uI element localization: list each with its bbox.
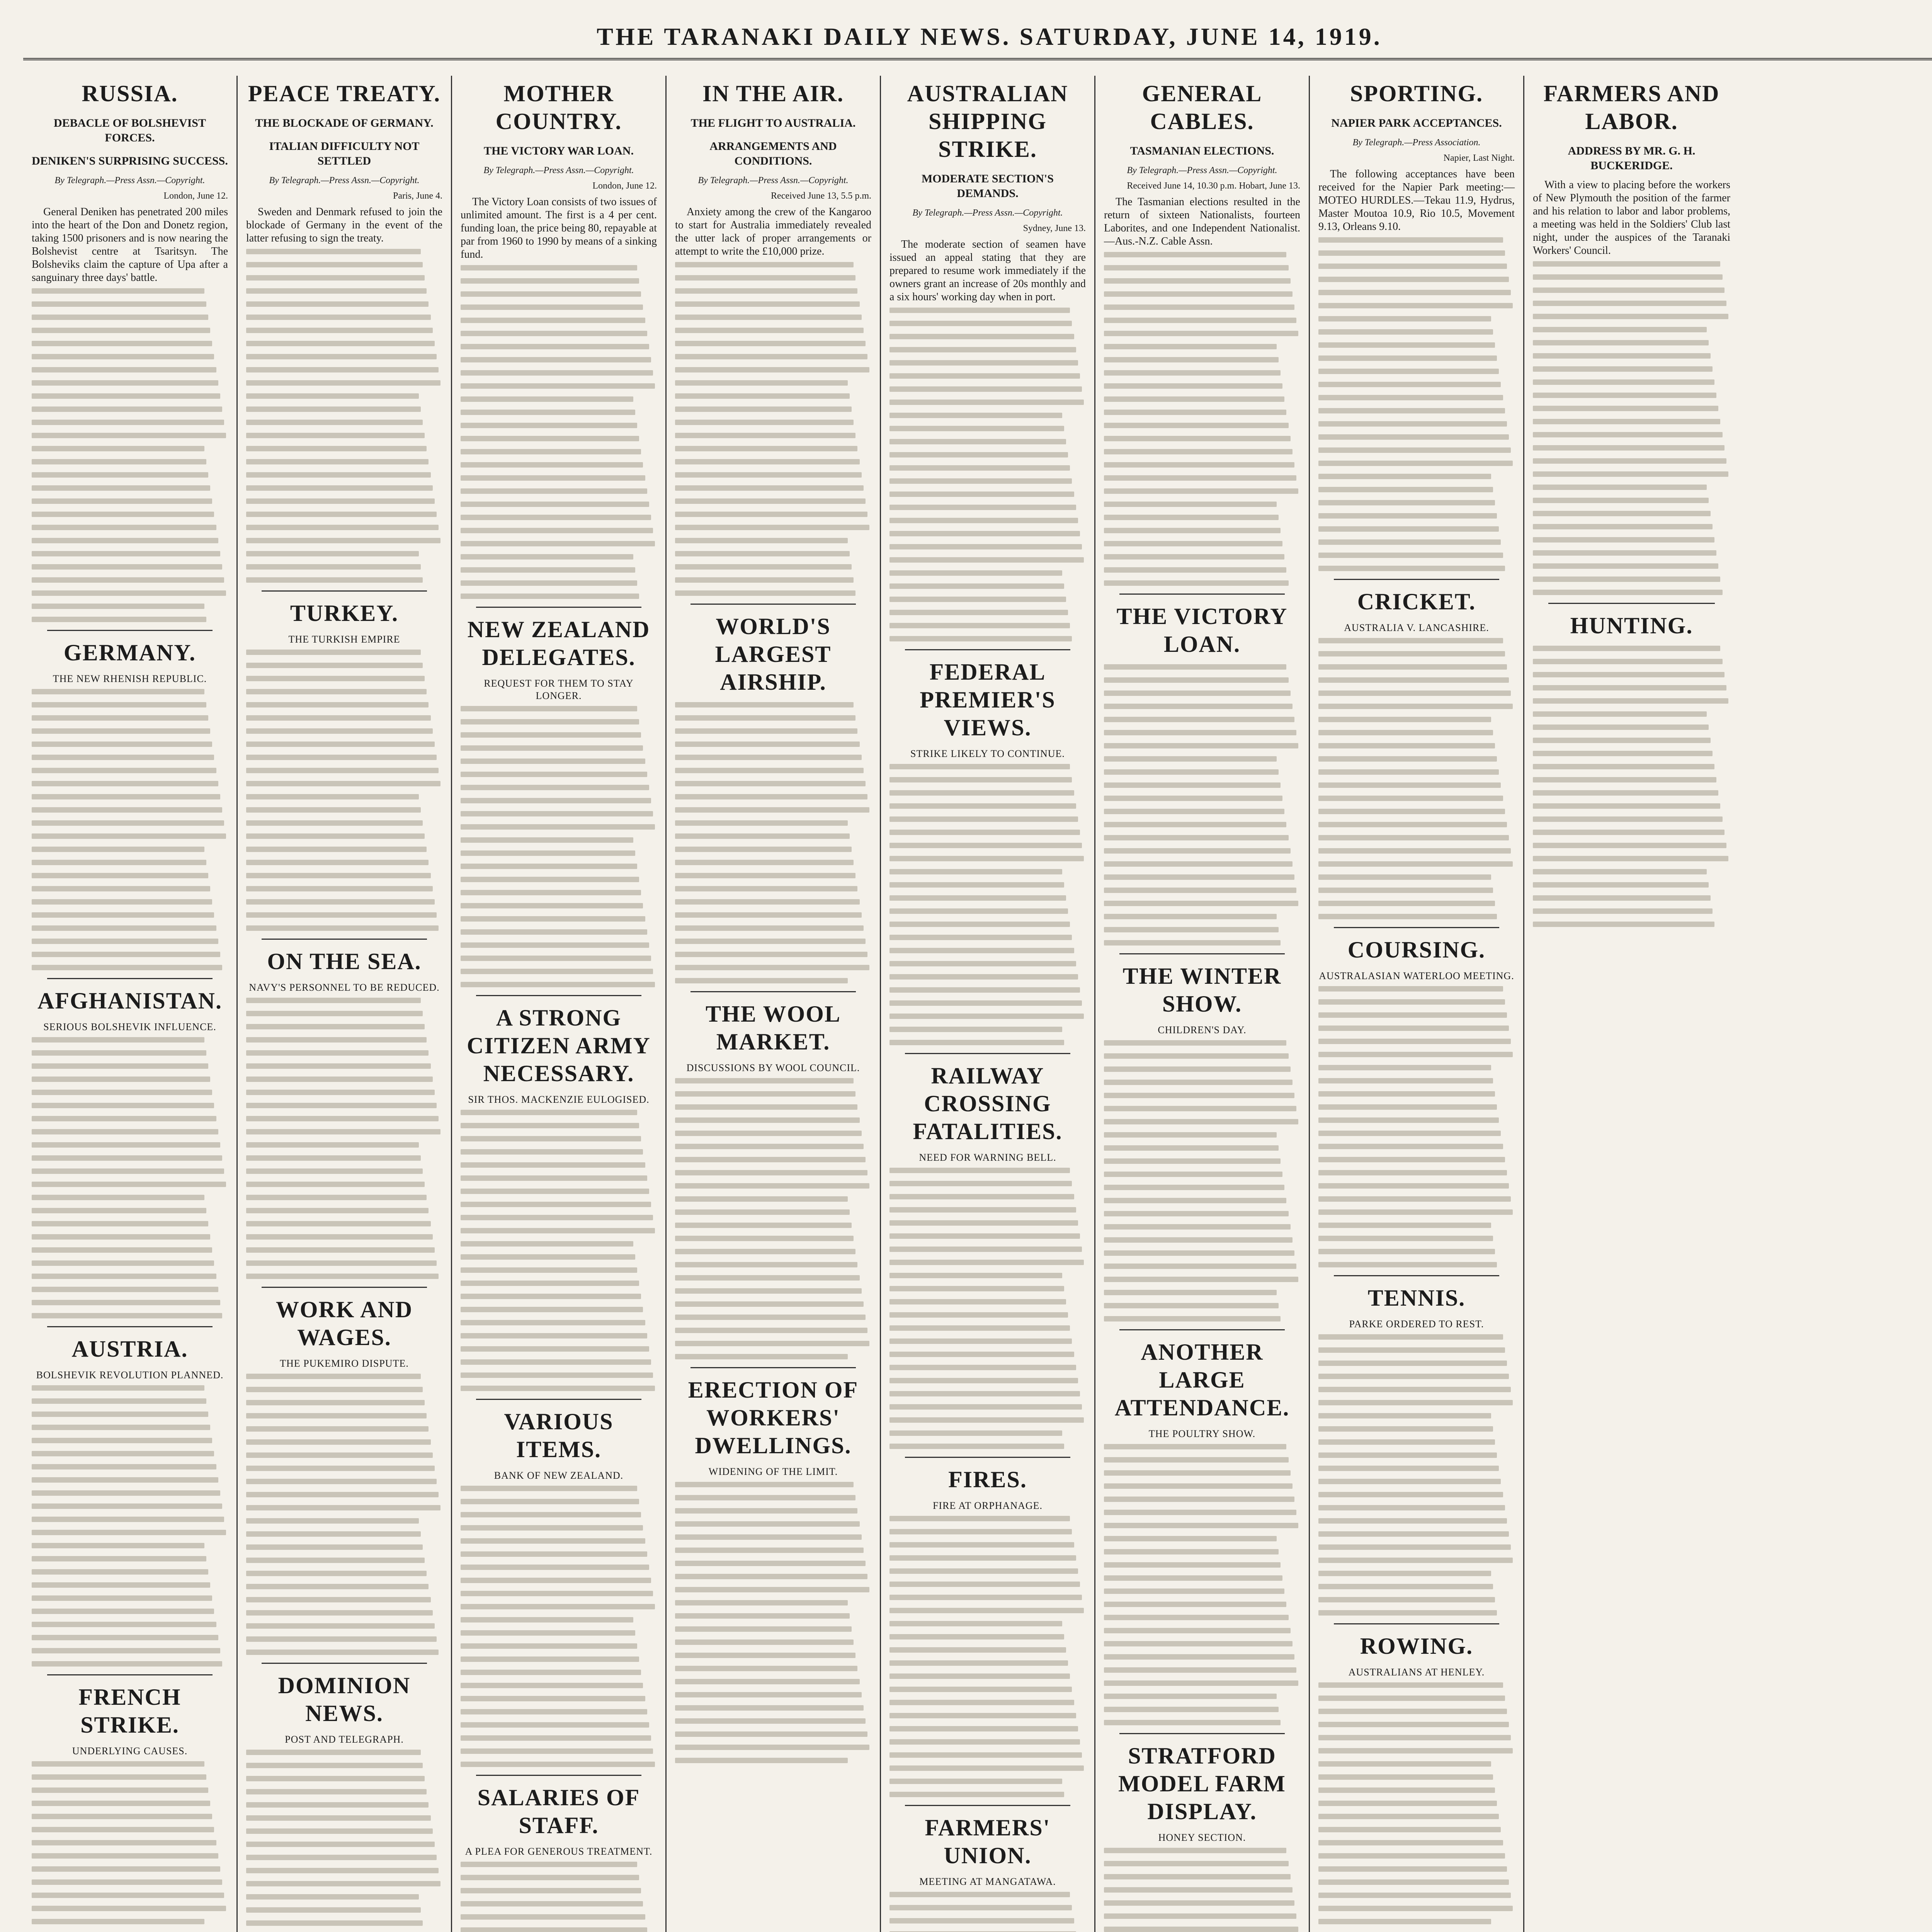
section-heading: RAILWAY CROSSING FATALITIES. <box>913 1063 1063 1144</box>
section-subheading: DISCUSSIONS BY WOOL COUNCIL. <box>686 1062 860 1073</box>
dateline: Napier, Last Night. <box>1443 153 1515 163</box>
text-lines <box>1533 261 1730 595</box>
section-subheading: SERIOUS BOLSHEVIK INFLUENCE. <box>43 1021 216 1032</box>
section-heading: WORLD'S LARGEST AIRSHIP. <box>715 614 832 695</box>
text-lines <box>32 1385 228 1667</box>
section-subheading: THE NEW RHENISH REPUBLIC. <box>53 673 207 684</box>
section-heading: ON THE SEA. <box>267 949 422 974</box>
section-heading: AUSTRIA. <box>71 1336 188 1362</box>
section-subheading: AUSTRALIANS AT HENLEY. <box>1348 1667 1485 1678</box>
section-subheading: REQUEST FOR THEM TO STAY LONGER. <box>484 678 634 701</box>
dateline: London, June 12. <box>592 181 657 191</box>
news-column <box>1310 76 1524 1932</box>
text-lines <box>1318 1334 1515 1616</box>
section-subheading: STRIKE LIKELY TO CONTINUE. <box>910 748 1065 759</box>
dateline: Paris, June 4. <box>393 191 442 201</box>
dateline: London, June 12. <box>163 191 228 201</box>
section-subheading: UNDERLYING CAUSES. <box>72 1745 188 1757</box>
section-heading: SPORTING. <box>1350 81 1483 106</box>
section-heading: AUSTRALIAN SHIPPING STRIKE. <box>907 81 1068 162</box>
section-subheading: THE TURKISH EMPIRE <box>288 634 400 645</box>
byline: By Telegraph.—Press Assn.—Copyright. <box>269 175 420 185</box>
text-lines <box>246 998 442 1279</box>
section-heading: IN THE AIR. <box>702 81 844 106</box>
article-text: Anxiety among the crew of the Kangaroo to start for Australia immediately revealed the utter lack of proper arrangements or attempt to write the £10,000 prize. <box>675 206 871 257</box>
section-subheading: DEBACLE OF BOLSHEVIST FORCES. <box>54 117 206 144</box>
text-lines <box>889 764 1086 1045</box>
section-heading: CRICKET. <box>1357 589 1476 614</box>
section-heading: SALARIES OF STAFF. <box>477 1785 640 1838</box>
text-lines <box>246 1374 442 1655</box>
article-text: The Tasmanian elections resulted in the return of sixteen Nationalists, fourteen Laborites, and one Independent Nationalist.—Aus.-N.Z. Cable Assn. <box>1104 196 1300 247</box>
byline: By Telegraph.—Press Association. <box>1352 138 1481 148</box>
section-heading: TENNIS. <box>1367 1285 1466 1311</box>
text-lines <box>32 689 228 970</box>
dateline: Sydney, June 13. <box>1023 223 1086 233</box>
dateline: Received June 14, 10.30 p.m. Hobart, June 13. <box>1127 181 1300 191</box>
text-lines <box>461 1486 657 1767</box>
text-lines <box>461 265 657 599</box>
section-subheading: THE VICTORY WAR LOAN. <box>484 145 634 157</box>
text-lines <box>1318 237 1515 571</box>
section-subheading: ADDRESS BY MR. G. H. BUCKERIDGE. <box>1568 145 1696 172</box>
text-lines <box>1318 638 1515 919</box>
section-subheading: AUSTRALIA V. LANCASHIRE. <box>1344 622 1489 633</box>
section-heading: AFGHANISTAN. <box>37 988 222 1014</box>
section-heading: PEACE TREATY. <box>248 81 441 106</box>
section-heading: MOTHER COUNTRY. <box>495 81 622 134</box>
byline: By Telegraph.—Press Assn.—Copyright. <box>698 175 849 185</box>
text-lines <box>1104 664 1300 946</box>
section-heading: ANOTHER LARGE ATTENDANCE. <box>1114 1339 1290 1420</box>
article-text: Sweden and Denmark refused to join the blockade of Germany in the event of the latter refusing to sign the treaty. <box>246 206 442 244</box>
text-lines <box>461 706 657 987</box>
text-lines <box>1104 1848 1300 1932</box>
section-subheading: BANK OF NEW ZEALAND. <box>494 1470 624 1481</box>
section-heading: VARIOUS ITEMS. <box>504 1409 614 1462</box>
masthead <box>23 15 1932 60</box>
section-heading: GERMANY. <box>63 640 196 665</box>
section-heading: TURKEY. <box>290 600 399 626</box>
section-heading: A STRONG CITIZEN ARMY NECESSARY. <box>467 1005 651 1086</box>
text-lines <box>461 1110 657 1391</box>
section-heading: GENERAL CABLES. <box>1142 81 1262 134</box>
text-lines <box>32 288 228 622</box>
text-lines <box>1533 646 1730 927</box>
section-heading: STRATFORD MODEL FARM DISPLAY. <box>1118 1743 1286 1824</box>
text-lines <box>246 650 442 931</box>
text-lines <box>889 1892 1086 1932</box>
section-subheading: ARRANGEMENTS AND CONDITIONS. <box>709 140 837 167</box>
section-heading: FARMERS' UNION. <box>925 1815 1051 1868</box>
columns <box>23 76 1932 1932</box>
section-subheading: FIRE AT ORPHANAGE. <box>932 1500 1043 1511</box>
text-lines <box>675 262 871 596</box>
section-heading: FRENCH STRIKE. <box>78 1684 181 1738</box>
article-text: With a view to placing before the workers of New Plymouth the position of the farmer and his relation to labor and labor problems, a meeting was held in the Soldiers' Club last night, under the auspices of the Taranaki Workers' Council. <box>1533 179 1730 257</box>
section-subheading: NEED FOR WARNING BELL. <box>919 1152 1056 1163</box>
section-subheading: BOLSHEVIK REVOLUTION PLANNED. <box>36 1369 224 1381</box>
section-subheading: THE POULTRY SHOW. <box>1148 1428 1256 1439</box>
section-heading: FIRES. <box>948 1467 1027 1492</box>
news-column <box>667 76 881 1932</box>
section-heading: FEDERAL PREMIER'S VIEWS. <box>920 659 1056 740</box>
section-heading: ROWING. <box>1360 1633 1473 1659</box>
text-lines <box>675 702 871 983</box>
article-text: The moderate section of seamen have issued an appeal stating that they are prepared to resume work immediately if the owners grant an increase of 20s monthly and a six hours' working day when in port. <box>889 238 1086 303</box>
article-text: The following acceptances have been received for the Napier Park meeting:— MOTEO HURDLES.—Tekau 11.9, Hydrus, Master Moutoa 10.9, Rio 10.5, Movement 9.13, Orleans 9.10. <box>1318 168 1515 233</box>
news-column <box>1524 76 1739 1932</box>
news-column <box>1095 76 1310 1932</box>
section-heading: HUNTING. <box>1570 613 1693 638</box>
section-subheading: WIDENING OF THE LIMIT. <box>708 1466 838 1477</box>
section-heading: THE VICTORY LOAN. <box>1116 604 1288 657</box>
text-lines <box>32 1037 228 1318</box>
section-subheading: POST AND TELEGRAPH. <box>285 1734 404 1745</box>
section-heading: RUSSIA. <box>82 81 178 106</box>
section-subheading: NAVY'S PERSONNEL TO BE REDUCED. <box>249 982 440 993</box>
section-subheading: PARKE ORDERED TO REST. <box>1349 1318 1484 1330</box>
section-subheading: CHILDREN'S DAY. <box>1158 1024 1247 1036</box>
section-subheading: HONEY SECTION. <box>1158 1832 1246 1843</box>
section-heading: WORK AND WAGES. <box>276 1297 413 1350</box>
section-heading: FARMERS AND LABOR. <box>1543 81 1720 134</box>
section-subheading: NAPIER PARK ACCEPTANCES. <box>1331 117 1502 129</box>
section-subheading: SIR THOS. MACKENZIE EULOGISED. <box>468 1094 650 1105</box>
section-subheading: ITALIAN DIFFICULTY NOT SETTLED <box>269 140 420 167</box>
byline: By Telegraph.—Press Assn.—Copyright. <box>483 165 634 175</box>
section-subheading: MEETING AT MANGATAWA. <box>919 1876 1056 1887</box>
text-lines <box>246 1750 442 1932</box>
section-subheading: A PLEA FOR GENEROUS TREATMENT. <box>465 1846 653 1857</box>
byline: By Telegraph.—Press Assn.—Copyright. <box>1127 165 1277 175</box>
text-lines <box>889 1168 1086 1449</box>
article-text: General Deniken has penetrated 200 miles into the heart of the Don and Donetz region, taking 1500 prisoners and is now nearing the Bolshevist centre at Tsaritsyn. The Bolsheviks claim the capture of Upa after a sanguinary three days' battle. <box>32 206 228 284</box>
text-lines <box>675 1482 871 1763</box>
byline: By Telegraph.—Press Assn.—Copyright. <box>912 208 1063 218</box>
section-heading: ERECTION OF WORKERS' DWELLINGS. <box>688 1377 859 1458</box>
text-lines <box>246 249 442 583</box>
text-lines <box>1104 1444 1300 1725</box>
news-column <box>238 76 452 1932</box>
text-lines <box>889 1516 1086 1797</box>
text-lines <box>1104 1040 1300 1321</box>
dateline: Received June 13, 5.5 p.m. <box>771 191 871 201</box>
text-lines <box>889 308 1086 641</box>
section-heading: NEW ZEALAND DELEGATES. <box>467 617 650 670</box>
section-subheading: THE PUKEMIRO DISPUTE. <box>280 1358 409 1369</box>
section-subheading: AUSTRALASIAN WATERLOO MEETING. <box>1319 970 1514 981</box>
text-lines <box>1104 252 1300 586</box>
section-heading: THE WINTER SHOW. <box>1122 963 1282 1017</box>
news-column <box>452 76 667 1932</box>
section-subheading: DENIKEN'S SURPRISING SUCCESS. <box>32 155 228 167</box>
text-lines <box>1318 986 1515 1267</box>
section-subheading: TASMANIAN ELECTIONS. <box>1130 145 1274 157</box>
news-column <box>881 76 1095 1932</box>
text-lines <box>32 1761 228 1932</box>
section-heading: COURSING. <box>1347 937 1486 963</box>
masthead-title: THE TARANAKI DAILY NEWS. SATURDAY, JUNE 14, 1919. <box>597 23 1382 50</box>
section-heading: THE WOOL MARKET. <box>706 1001 841 1054</box>
article-text: The Victory Loan consists of two issues of unlimited amount. The first is a 4 per cent. funding loan, the price being 80, repayable at par from 1960 to 1990 by means of a sinking fund. <box>461 196 657 260</box>
text-lines <box>461 1862 657 1932</box>
text-lines <box>1318 1682 1515 1932</box>
section-subheading: THE FLIGHT TO AUSTRALIA. <box>690 117 856 129</box>
section-heading: DOMINION NEWS. <box>278 1673 411 1726</box>
section-subheading: THE BLOCKADE OF GERMANY. <box>255 117 434 129</box>
byline: By Telegraph.—Press Assn.—Copyright. <box>54 175 205 185</box>
text-lines <box>675 1078 871 1359</box>
news-column <box>23 76 238 1932</box>
section-subheading: MODERATE SECTION'S DEMANDS. <box>921 172 1054 200</box>
